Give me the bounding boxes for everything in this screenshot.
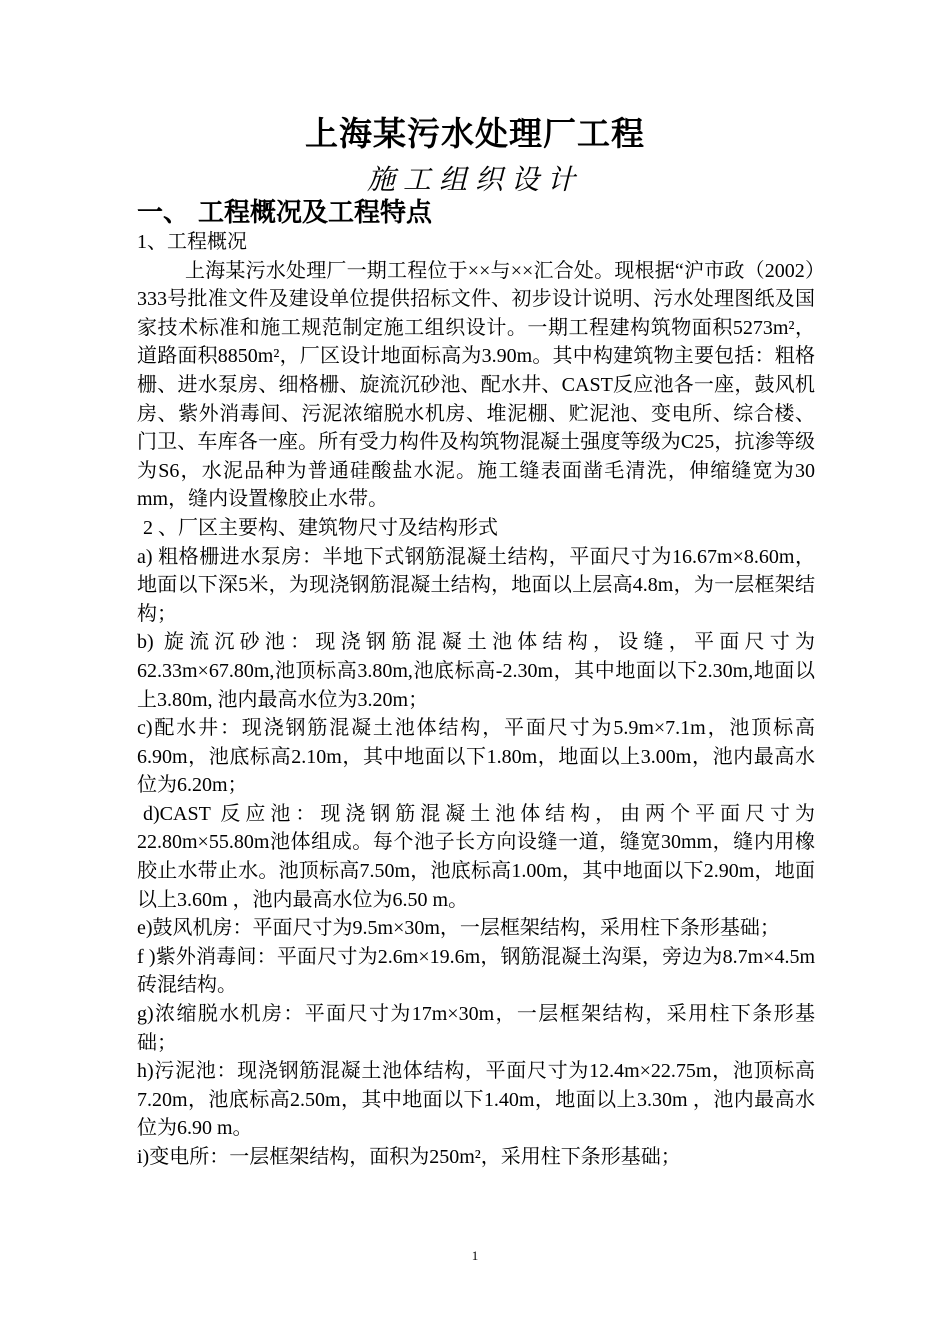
document-subtitle: 施工组织设计: [366, 163, 583, 196]
document-title: 上海某污水处理厂工程: [305, 114, 645, 153]
structure-item-h: h)污泥池：现浇钢筋混凝土池体结构，平面尺寸为12.4m×22.75m，池顶标高7.20m，池底标高2.50m，其中地面以下1.40m，地面以上3.30m ，池内最高水位为6.90 m。: [137, 1060, 815, 1140]
structure-item-c: c)配水井：现浇钢筋混凝土池体结构，平面尺寸为5.9m×7.1m，池顶标高6.90m，池底标高2.10m，其中地面以下1.80m，地面以上3.00m，池内最高水位为6.20m；: [137, 717, 815, 797]
overview-paragraph: 上海某污水处理厂一期工程位于××与××汇合处。现根据“沪市政（2002）333号批准文件及建设单位提供招标文件、初步设计说明、污水处理图纸及国家技术标准和施工规范制定施工组织设计。一期工程建构筑物面积5273m²，道路面积8850m²，厂区设计地面标高为3.90m。其中构建筑物主要包括：粗格栅、进水泵房、细格栅、旋流沉砂池、配水井、CAST反应池各一座，鼓风机房、紫外消毒间、污泥浓缩脱水机房、堆泥棚、贮泥池、变电所、综合楼、门卫、车库各一座。所有受力构件及构筑物混凝土强度等级为C25，抗渗等级为S6，水泥品种为普通硅酸盐水泥。施工缝表面凿毛清洗，伸缩缝宽为30 mm，缝内设置橡胶止水带。: [137, 259, 815, 511]
structure-item-a: a) 粗格栅进水泵房：半地下式钢筋混凝土结构，平面尺寸为16.67m×8.60m，地面以下深5米，为现浇钢筋混凝土结构，地面以上层高4.8m，为一层框架结构；: [137, 545, 815, 625]
structure-item-f: f )紫外消毒间：平面尺寸为2.6m×19.6m，钢筋混凝土沟渠，旁边为8.7m×4.5m砖混结构。: [137, 945, 815, 997]
structure-item-g: g)浓缩脱水机房：平面尺寸为17m×30m，一层框架结构，采用柱下条形基础；: [137, 1003, 815, 1054]
section-heading: 一、 工程概况及工程特点: [137, 198, 433, 228]
structure-item-b: b) 旋流沉砂池：现浇钢筋混凝土池体结构，设缝，平面尺寸为62.33m×67.80m,池顶标高3.80m,池底标高-2.30m，其中地面以下2.30m,地面以上3.80m, 池内最高水位为3.20m；: [137, 631, 815, 711]
structure-item-i: i)变电所：一层框架结构，面积为250m²，采用柱下条形基础；: [137, 1146, 681, 1168]
structure-item-e: e)鼓风机房：平面尺寸为9.5m×30m，一层框架结构，采用柱下条形基础；: [137, 917, 780, 940]
structure-item-d: d)CAST 反应池：现浇钢筋混凝土池体结构，由两个平面尺寸为22.80m×55.80m池体组成。每个池子长方向设缝一道，缝宽30mm，缝内用橡胶止水带止水。池顶标高7.50m，池底标高1.00m，其中地面以下2.90m，地面以上3.60m ，池内最高水位为6.50 m。: [137, 802, 815, 911]
document-body: [137, 228, 815, 1172]
subsection-heading-overview: 1、工程概况: [137, 231, 247, 253]
page-number: 1: [471, 1248, 479, 1263]
subsection-heading-structures: 2 、厂区主要构、建筑物尺寸及结构形式: [143, 516, 498, 539]
